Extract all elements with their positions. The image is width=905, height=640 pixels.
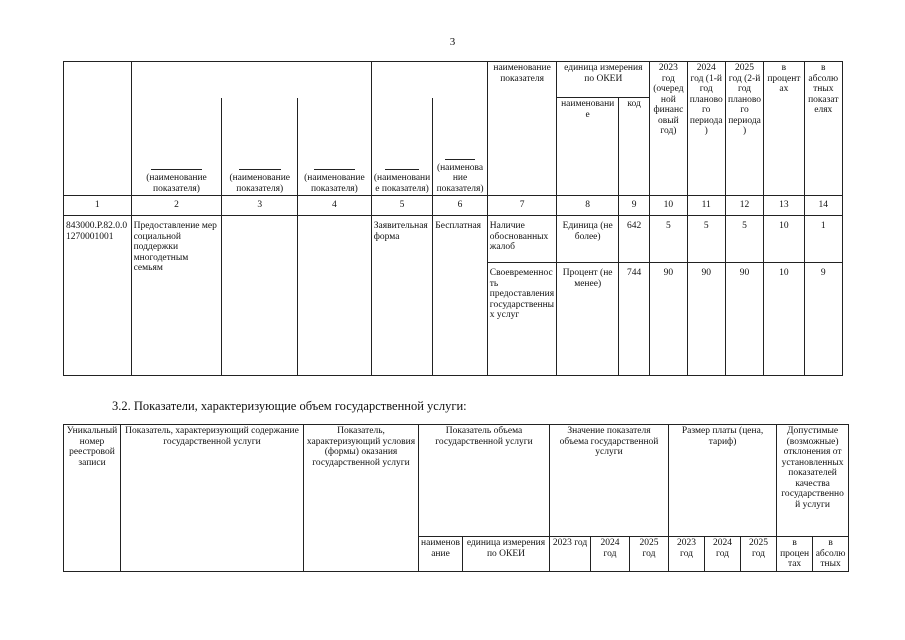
table-row <box>64 216 843 263</box>
header-absolute: в абсолютных показателях <box>804 62 842 196</box>
subheader-percent: в процентах <box>777 537 813 572</box>
value-2024: 90 <box>687 263 725 376</box>
subheader-absolute: в абсолютных <box>813 537 849 572</box>
header-value: Значение показателя объема государственной услуги <box>550 425 669 537</box>
header-okei-code: код <box>618 98 649 196</box>
header-content: Показатель, характеризующий содержание государственной услуги <box>121 425 304 572</box>
value-2023: 5 <box>650 216 687 263</box>
value-2023: 90 <box>650 263 687 376</box>
quality-indicators-table <box>63 61 843 376</box>
registry-number: 843000.Р.82.0.01270001001 <box>64 216 132 376</box>
indicator-name: Своевременность предоставления государственных услуг <box>487 263 557 376</box>
subheader-2023-value: 2023 год <box>550 537 591 572</box>
col-number: 3 <box>222 196 298 216</box>
subheader-2024-value: 2024 год <box>591 537 630 572</box>
value-absolute: 1 <box>804 216 842 263</box>
value-percent: 10 <box>764 216 804 263</box>
form-value: Заявительная форма <box>371 216 433 376</box>
header-2024: 2024 год (1-й год планового периода) <box>687 62 725 196</box>
value-2024: 5 <box>687 216 725 263</box>
subheader-name-4: (наименование показателя) <box>371 98 433 196</box>
header-2025: 2025 год (2-й год планового периода) <box>725 62 763 196</box>
empty-cell <box>298 216 372 376</box>
subheader-2024-fee: 2024 год <box>705 537 741 572</box>
subheader-2023-fee: 2023 год <box>669 537 705 572</box>
okei-code: 642 <box>618 216 649 263</box>
empty-cell <box>222 216 298 376</box>
volume-indicators-table <box>63 424 849 572</box>
col-number: 8 <box>557 196 619 216</box>
header-indicator-name: наименование показателя <box>487 62 557 196</box>
header-volume: Показатель объема государственной услуги <box>419 425 550 537</box>
subheader-name-2: (наименование показателя) <box>222 98 298 196</box>
header-percent: в процентах <box>764 62 804 196</box>
value-2025: 90 <box>725 263 763 376</box>
col-number: 7 <box>487 196 557 216</box>
subheader-2025-value: 2025 год <box>630 537 669 572</box>
subheader-okei: единица измерения по ОКЕИ <box>463 537 550 572</box>
subheader-name-5: (наименование показателя) <box>433 98 487 196</box>
col-number: 10 <box>650 196 687 216</box>
payment-value: Бесплатная <box>433 216 487 376</box>
value-absolute: 9 <box>804 263 842 376</box>
section-heading: 3.2. Показатели, характеризующие объем государственной услуги: <box>112 399 467 413</box>
service-name: Предоставление мер социальной поддержки многодетным семьям <box>131 216 222 376</box>
col-number: 13 <box>764 196 804 216</box>
subheader-2025-fee: 2025 год <box>741 537 777 572</box>
value-percent: 10 <box>764 263 804 376</box>
okei-code: 744 <box>618 263 649 376</box>
col-number: 12 <box>725 196 763 216</box>
col-number: 9 <box>618 196 649 216</box>
page-number: 3 <box>449 36 456 48</box>
header-conditions: Показатель, характеризующий условия (формы) оказания государственной услуги <box>304 425 419 572</box>
header-okei-unit: единица измерения по ОКЕИ <box>557 62 650 98</box>
col-number: 1 <box>64 196 132 216</box>
subheader-name: наименование <box>419 537 463 572</box>
subheader-name-1: (наименование показателя) <box>131 98 222 196</box>
col-number: 14 <box>804 196 842 216</box>
unit-name: Единица (не более) <box>557 216 619 263</box>
header-2023: 2023 год (очередной финансовый год) <box>650 62 687 196</box>
header-registry-cell <box>64 62 132 196</box>
col-number: 6 <box>433 196 487 216</box>
subheader-name-3: (наименование показателя) <box>298 98 372 196</box>
value-2025: 5 <box>725 216 763 263</box>
indicator-name: Наличие обоснованных жалоб <box>487 216 557 263</box>
col-number: 5 <box>371 196 433 216</box>
header-okei-name: наименование <box>557 98 619 196</box>
header-registry: Уникальный номер реестровой записи <box>64 425 121 572</box>
col-number: 4 <box>298 196 372 216</box>
header-conditions-group <box>371 62 487 98</box>
header-fee: Размер платы (цена, тариф) <box>669 425 777 537</box>
header-deviation: Допустимые (возможные) отклонения от установленных показателей качества государственной услуги <box>777 425 849 537</box>
header-content-group <box>131 62 371 98</box>
unit-name: Процент (не менее) <box>557 263 619 376</box>
col-number: 11 <box>687 196 725 216</box>
col-number: 2 <box>131 196 222 216</box>
